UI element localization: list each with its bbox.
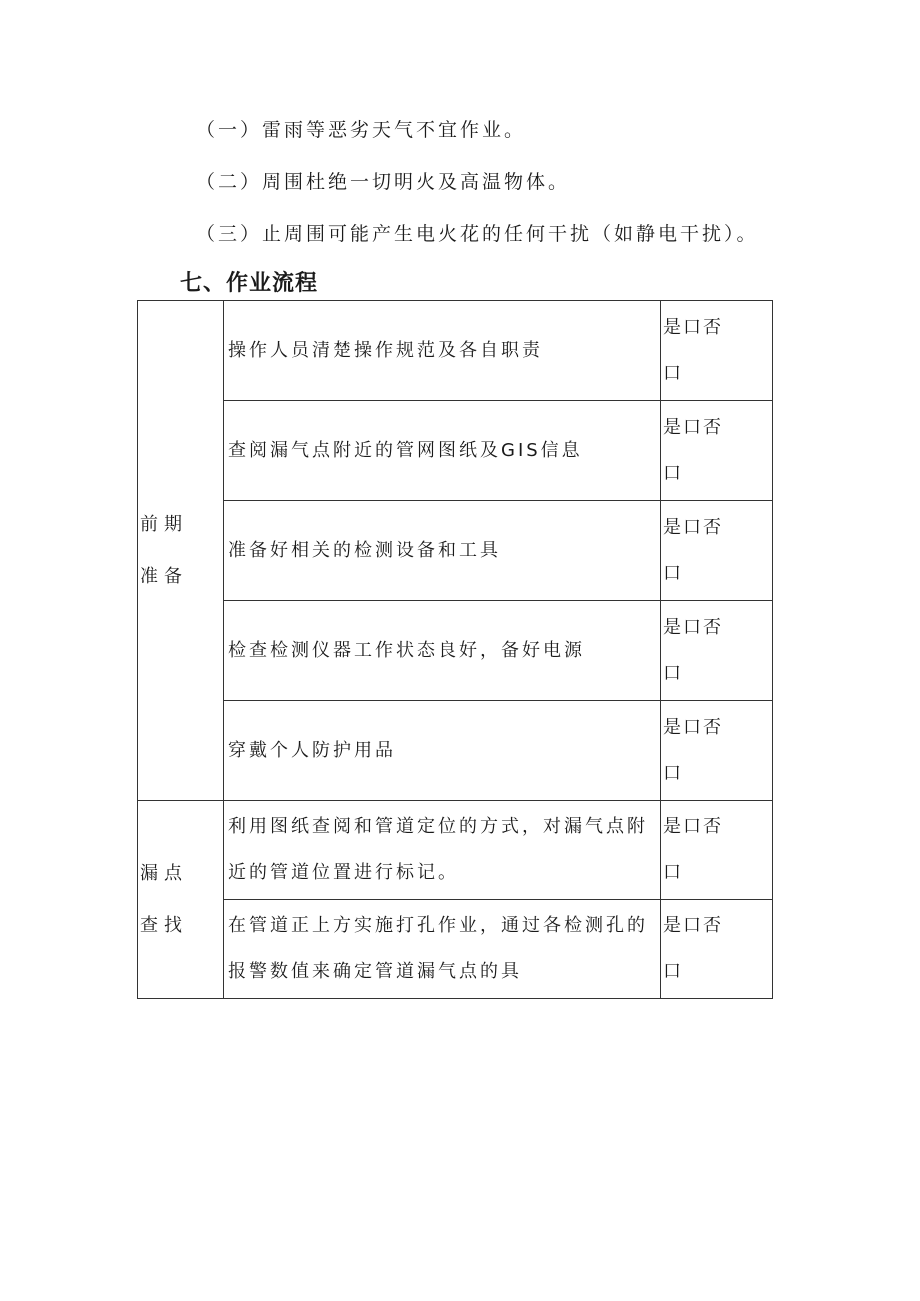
workflow-table <box>137 300 773 999</box>
check-cell <box>661 601 773 701</box>
condition-item-3: （三）止周围可能产生电火花的任何干扰（如静电干扰）。 <box>196 223 759 245</box>
table-row <box>138 801 773 900</box>
condition-item-1: （一）雷雨等恶劣天气不宜作业。 <box>196 119 527 141</box>
check-cell <box>661 900 773 999</box>
task-cell <box>224 900 661 999</box>
yes-no-checkbox[interactable]: 是口否口 <box>663 416 723 484</box>
table-row <box>138 701 773 801</box>
task-cell <box>224 501 661 601</box>
section-title: 七、作业流程 <box>180 271 319 296</box>
yes-no-checkbox[interactable]: 是口否口 <box>663 316 723 384</box>
task-cell <box>224 301 661 401</box>
phase-label: 前期准备 <box>140 513 188 587</box>
check-cell <box>661 401 773 501</box>
phase-cell-preparation <box>138 301 224 801</box>
yes-no-checkbox[interactable]: 是口否口 <box>663 915 723 982</box>
task-cell <box>224 401 661 501</box>
task-text: 操作人员清楚操作规范及各自职责 <box>228 340 543 361</box>
check-cell <box>661 701 773 801</box>
condition-item-2: （二）周围杜绝一切明火及高温物体。 <box>196 171 571 193</box>
task-text: 查阅漏气点附近的管网图纸及GIS信息 <box>228 440 583 461</box>
yes-no-checkbox[interactable]: 是口否口 <box>663 816 723 883</box>
check-cell <box>661 301 773 401</box>
task-text: 穿戴个人防护用品 <box>228 740 396 761</box>
table-row <box>138 301 773 401</box>
check-cell <box>661 501 773 601</box>
task-cell <box>224 701 661 801</box>
table-row <box>138 401 773 501</box>
yes-no-checkbox[interactable]: 是口否口 <box>663 616 723 684</box>
table-row <box>138 601 773 701</box>
table-row <box>138 900 773 999</box>
phase-label: 漏点查找 <box>140 862 188 936</box>
table-row <box>138 501 773 601</box>
task-text: 准备好相关的检测设备和工具 <box>228 540 501 561</box>
task-cell <box>224 601 661 701</box>
yes-no-checkbox[interactable]: 是口否口 <box>663 516 723 584</box>
task-text: 在管道正上方实施打孔作业，通过各检测孔的报警数值来确定管道漏气点的具 <box>228 915 648 982</box>
check-cell <box>661 801 773 900</box>
task-text: 利用图纸查阅和管道定位的方式，对漏气点附近的管道位置进行标记。 <box>228 816 648 883</box>
task-text: 检查检测仪器工作状态良好，备好电源 <box>228 640 585 661</box>
phase-cell-leak-search <box>138 801 224 999</box>
yes-no-checkbox[interactable]: 是口否口 <box>663 716 723 784</box>
task-cell <box>224 801 661 900</box>
